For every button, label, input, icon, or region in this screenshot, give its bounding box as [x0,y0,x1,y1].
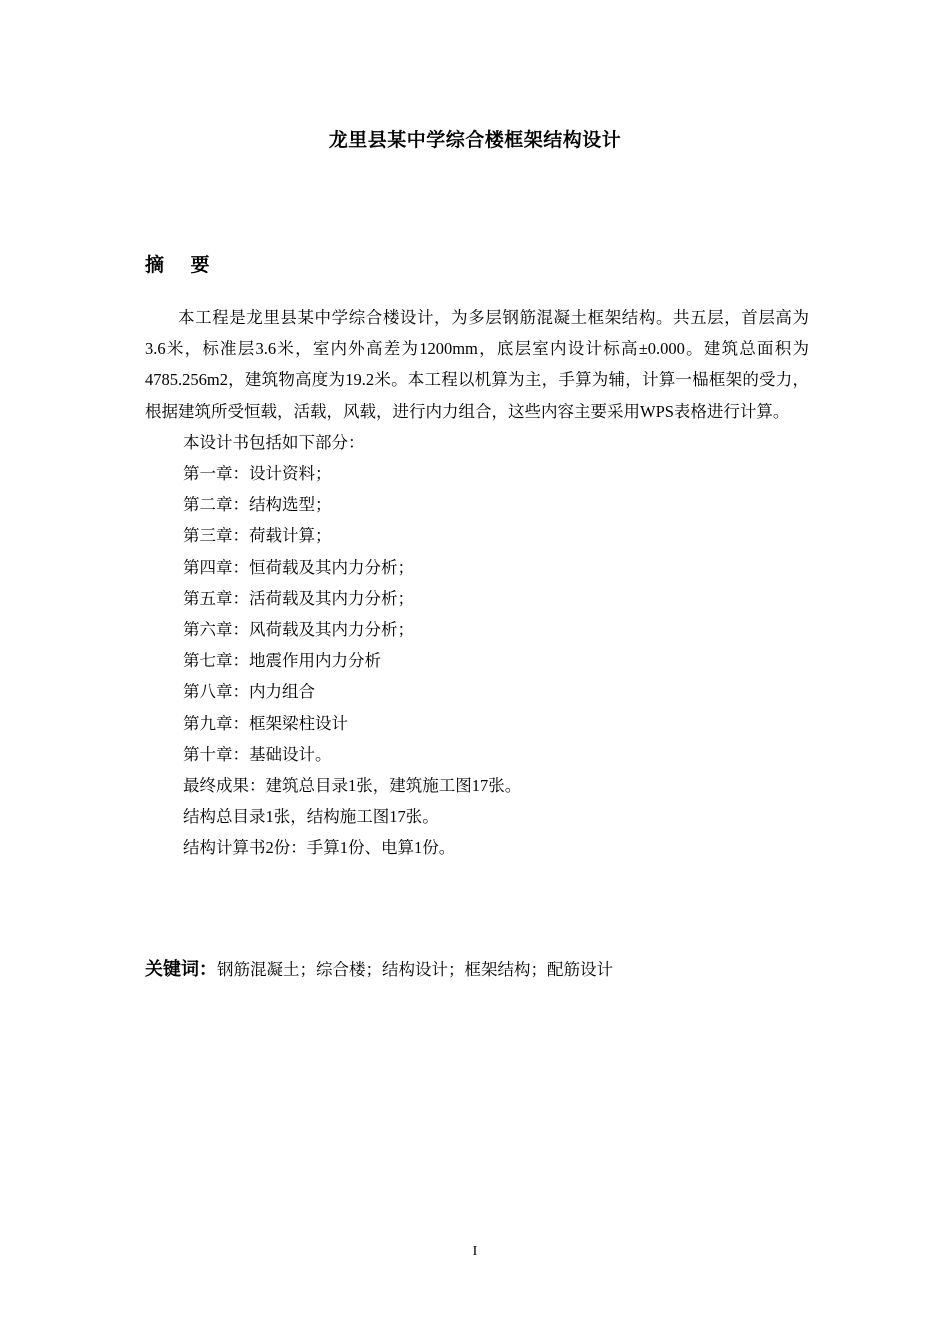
abstract-heading: 摘 要 [145,254,210,276]
keywords-label: 关键词： [145,959,217,980]
chapter-item: 第六章：风荷载及其内力分析； [183,620,414,640]
chapter-item: 第五章：活荷载及其内力分析； [183,588,414,608]
result-item: 最终成果：建筑总目录1张，建筑施工图17张。 [183,776,522,796]
keywords-text: 钢筋混凝土；综合楼；结构设计；框架结构；配筋设计 [217,960,613,979]
chapter-item: 第一章：设计资料； [183,464,332,484]
result-item: 结构计算书2份：手算1份、电算1份。 [183,838,456,858]
chapter-item: 第八章：内力组合 [183,682,315,702]
page-number: I [472,1244,478,1259]
result-item: 结构总目录1张，结构施工图17张。 [183,807,439,827]
intro-paragraph: 本工程是龙里县某中学综合楼设计，为多层钢筋混凝土框架结构。共五层，首层高为3.6米，标准层3.6米，室内外高差为1200mm，底层室内设计标高±0.000。建筑总面积为4785.256m2，建筑物高度为19.2米。本工程以机算为主，手算为辅，计算一榀框架的受力，根据建筑所受恒载，活载，风载，进行内力组合，这些内容主要采用WPS表格进行计算。 [145,308,809,421]
chapter-item: 第九章：框架梁柱设计 [183,713,348,733]
contents-intro: 本设计书包括如下部分： [183,432,365,452]
chapter-item: 第二章：结构选型； [183,495,332,515]
chapter-item: 第三章：荷载计算； [183,526,332,546]
chapter-item: 第七章：地震作用内力分析 [183,651,381,671]
chapter-item: 第四章：恒荷载及其内力分析； [183,557,414,577]
abstract-body [145,302,809,864]
document-title: 龙里县某中学综合楼框架结构设计 [328,129,622,151]
chapter-item: 第十章：基础设计。 [183,744,332,764]
keywords-line [145,956,613,985]
